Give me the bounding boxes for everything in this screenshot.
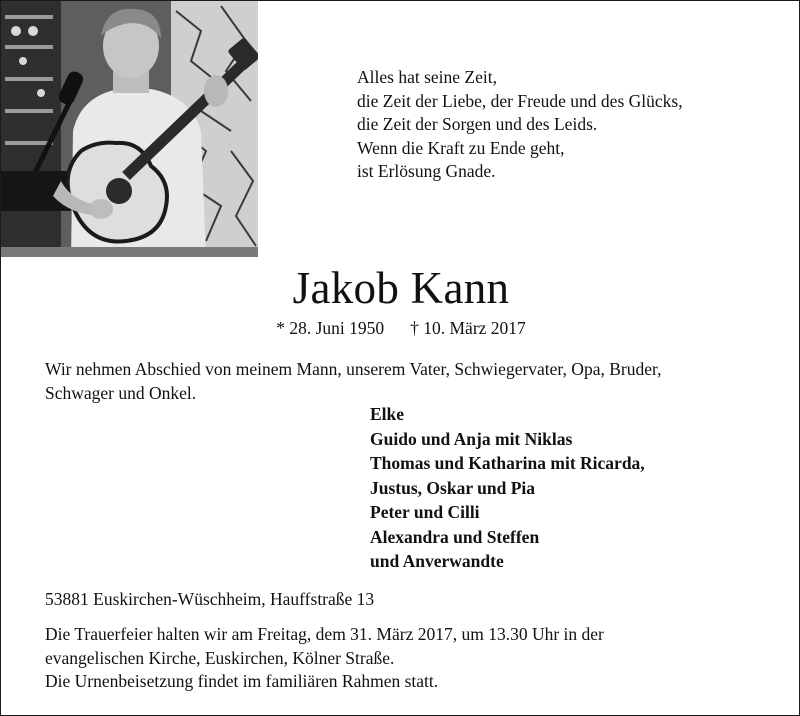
poem-line: ist Erlösung Gnade. [357, 161, 496, 181]
family-line: Justus, Oskar und Pia [370, 477, 536, 498]
family-address: 53881 Euskirchen-Wüschheim, Hauffstraße 13 [45, 589, 375, 609]
birth-date: * 28. Juni 1950 [276, 318, 385, 338]
life-dates [1, 317, 800, 339]
family-line: Thomas und Katharina mit Ricarda, [370, 453, 645, 473]
service-line: Die Trauerfeier halten wir am Freitag, dem 31. März 2017, um 13.30 Uhr in der [45, 624, 604, 644]
farewell-text [45, 358, 785, 405]
poem [357, 66, 787, 184]
family-line: Alexandra und Steffen [370, 526, 540, 547]
family-line: und Anverwandte [370, 551, 504, 571]
family-line: Peter und Cilli [370, 502, 480, 522]
deceased-name: Jakob Kann [292, 263, 510, 313]
death-date: † 10. März 2017 [410, 318, 526, 338]
service-info [45, 623, 785, 694]
farewell-line: Schwager und Onkel. [45, 382, 197, 403]
family-members [370, 402, 790, 574]
poem-line: die Zeit der Liebe, der Freude und des Glücks, [357, 90, 683, 111]
portrait-photo [1, 1, 258, 257]
service-line: evangelischen Kirche, Euskirchen, Kölner Straße. [45, 647, 395, 668]
farewell-line: Wir nehmen Abschied von meinem Mann, unserem Vater, Schwiegervater, Opa, Bruder, [45, 359, 662, 379]
poem-line: Alles hat seine Zeit, [357, 67, 497, 87]
poem-line: Wenn die Kraft zu Ende geht, [357, 137, 565, 158]
service-line: Die Urnenbeisetzung findet im familiären Rahmen statt. [45, 671, 439, 691]
poem-line: die Zeit der Sorgen und des Leids. [357, 114, 598, 134]
family-line: Elke [370, 404, 405, 424]
family-line: Guido und Anja mit Niklas [370, 428, 573, 449]
portrait-photo-guitarist-icon [1, 1, 258, 257]
